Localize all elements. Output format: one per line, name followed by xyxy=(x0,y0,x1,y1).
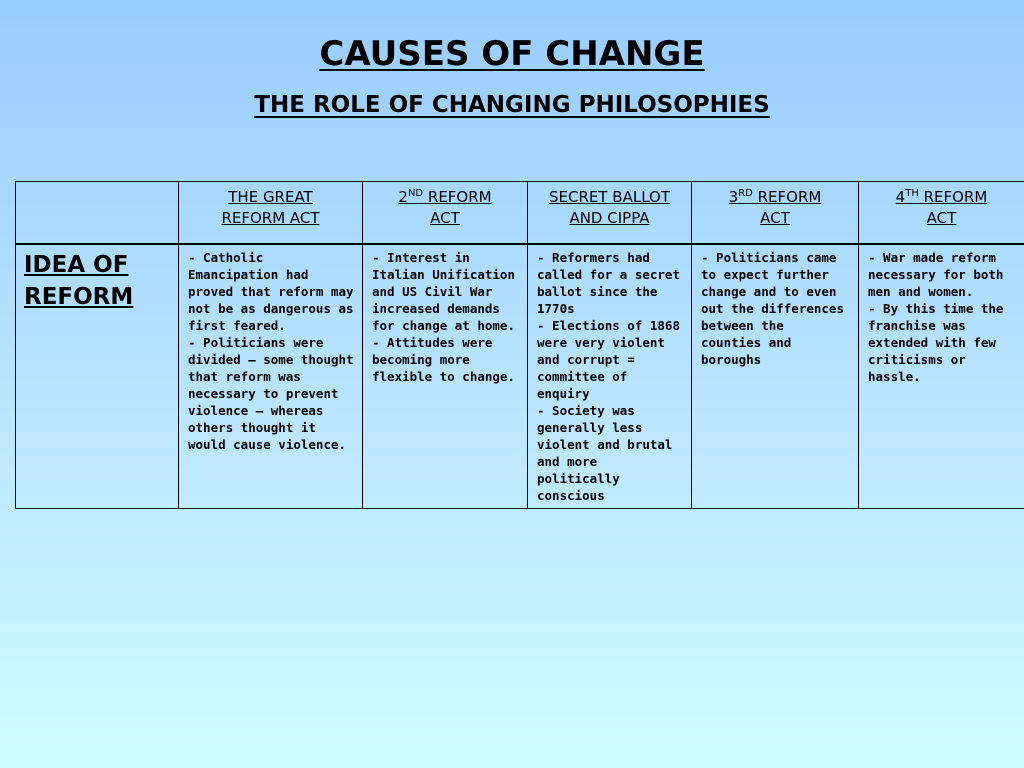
column-header-line: THE GREAT xyxy=(228,188,313,206)
bullet-point: - War made reform necessary for both men and women. xyxy=(868,250,1004,299)
row-header-line: REFORM xyxy=(24,284,134,310)
bullet-point: - Interest in Italian Unification and US Civil War increased demands for change at home. xyxy=(372,250,515,333)
bullet-point: - Catholic Emancipation had proved that reform may not be as dangerous as first feared. xyxy=(188,250,354,333)
bullet-point: - Attitudes were becoming more flexible to change. xyxy=(372,335,515,384)
ordinal-number: 3 xyxy=(728,188,739,206)
ordinal-number: 4 xyxy=(895,188,906,206)
column-header-line: ACT xyxy=(430,209,460,227)
table-cell xyxy=(859,244,1024,509)
bullet-point: - Politicians were divided – some thought that reform was necessary to prevent violence – whereas others thought it would cause violence. xyxy=(188,335,354,452)
slide-title: CAUSES OF CHANGE xyxy=(319,34,705,74)
column-header-line: ACT xyxy=(926,209,957,227)
table-cell xyxy=(528,244,692,509)
slide-subtitle: THE ROLE OF CHANGING PHILOSOPHIES xyxy=(254,92,770,118)
column-header-text: REFORM xyxy=(423,188,492,206)
bullet-point: - Society was generally less violent and brutal and more politically conscious xyxy=(537,403,673,503)
corner-cell xyxy=(16,182,179,245)
column-header-text: REFORM xyxy=(752,188,822,206)
bullet-point: - Elections of 1868 were very violent and corrupt = committee of enquiry xyxy=(537,318,680,401)
column-header-line xyxy=(896,188,988,206)
row-header-idea-of-reform xyxy=(16,244,179,509)
column-header-text: REFORM xyxy=(918,188,988,206)
bullet-point: - By this time the franchise was extended with few criticisms or hassle. xyxy=(868,301,1004,384)
table-cell xyxy=(363,244,528,509)
ordinal-suffix: RD xyxy=(738,188,753,199)
column-header-secret-ballot xyxy=(528,182,692,245)
ordinal-number: 2 xyxy=(398,188,408,206)
column-header-great-reform-act xyxy=(179,182,363,245)
column-header-3rd-reform-act xyxy=(692,182,859,245)
reform-table xyxy=(15,181,1024,509)
table-header-row xyxy=(16,182,1024,245)
ordinal-suffix: ND xyxy=(407,188,424,199)
bullet-point: - Politicians came to expect further change and to even out the differences between the counties and boroughs xyxy=(701,250,844,367)
ordinal-suffix: TH xyxy=(905,188,919,199)
column-header-line xyxy=(729,188,822,206)
table-row-idea-of-reform xyxy=(16,244,1024,509)
row-header-line: IDEA OF xyxy=(24,252,129,278)
column-header-4th-reform-act xyxy=(859,182,1024,245)
table-cell xyxy=(179,244,363,509)
bullet-point: - Reformers had called for a secret ballot since the 1770s xyxy=(537,250,680,316)
column-header-line xyxy=(398,188,491,206)
column-header-line: AND CIPPA xyxy=(569,209,650,227)
column-header-line: ACT xyxy=(760,209,790,227)
column-header-line: SECRET BALLOT xyxy=(548,188,670,206)
table-cell xyxy=(692,244,859,509)
column-header-2nd-reform-act xyxy=(363,182,528,245)
column-header-line: REFORM ACT xyxy=(221,209,320,227)
